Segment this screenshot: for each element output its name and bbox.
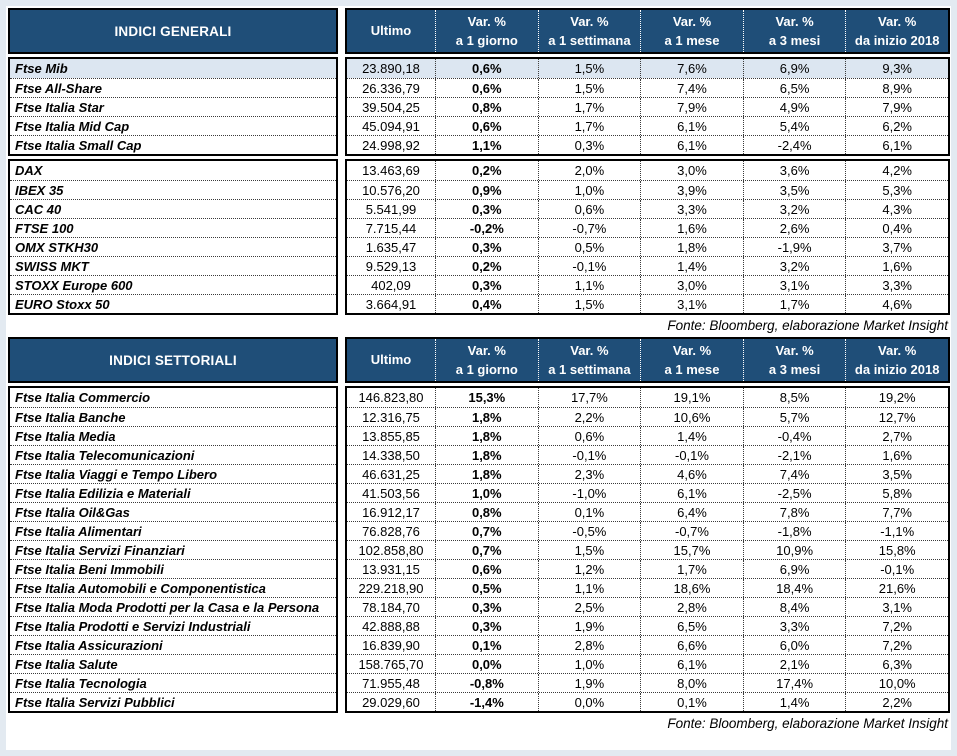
cell-value: 1,4% xyxy=(640,427,743,445)
cell-value: 24.998,92 xyxy=(362,137,420,153)
cell-value: 1,6% xyxy=(845,257,948,275)
cell-value: 5,3% xyxy=(845,181,948,199)
row-name: DAX xyxy=(15,163,43,178)
row-name: Ftse Mib xyxy=(10,59,336,78)
cell-value: 1,4% xyxy=(640,257,743,275)
cell-value: -2,1% xyxy=(743,446,846,464)
row-names-box xyxy=(8,159,338,315)
cell-value: 4,6% xyxy=(845,295,948,313)
column-header-row xyxy=(345,8,950,54)
cell-value: 0,6% xyxy=(435,79,538,97)
cell-value: 42.888,88 xyxy=(362,618,420,634)
cell-value: -0,5% xyxy=(538,522,641,540)
cell-value: -0,7% xyxy=(538,219,641,237)
column-header-sub: a 1 settimana xyxy=(548,33,631,48)
table-row xyxy=(347,116,948,135)
cell-value: 158.765,70 xyxy=(358,656,424,672)
row-name: Ftse Italia Media xyxy=(10,426,336,445)
cell-value: 17,4% xyxy=(743,674,846,692)
cell-value: 39.504,25 xyxy=(362,99,420,115)
table-row xyxy=(347,78,948,97)
cell-value: 3,5% xyxy=(743,181,846,199)
row-name: Ftse Italia Edilizia e Materiali xyxy=(10,483,336,502)
cell-value: 1,5% xyxy=(538,541,641,559)
row-name: Ftse Italia Servizi Pubblici xyxy=(10,692,336,711)
cell-value: 6,6% xyxy=(640,636,743,654)
column-header-label: Var. % xyxy=(775,13,814,29)
cell-value: 15,7% xyxy=(640,541,743,559)
table-row xyxy=(347,540,948,559)
cell-value: 102.858,80 xyxy=(358,542,424,558)
cell-value: 1,6% xyxy=(845,446,948,464)
cell-value: 6,0% xyxy=(743,636,846,654)
column-header xyxy=(640,339,743,381)
column-header-label: Var. % xyxy=(878,342,917,358)
cell-value: 1,2% xyxy=(538,560,641,578)
indici-settoriali-table xyxy=(8,337,951,713)
table-row xyxy=(347,654,948,673)
table-row xyxy=(347,218,948,237)
cell-value: -1,8% xyxy=(743,522,846,540)
cell-value: 0,6% xyxy=(538,427,641,445)
column-header xyxy=(538,339,641,381)
row-name: Ftse Italia Assicurazioni xyxy=(10,635,336,654)
cell-value: 1,7% xyxy=(538,117,641,135)
table-row xyxy=(347,256,948,275)
cell-value: 10.576,20 xyxy=(362,182,420,198)
column-header-sub: a 1 settimana xyxy=(548,362,631,377)
cell-value: 0,1% xyxy=(640,693,743,711)
cell-value: 1,8% xyxy=(435,446,538,464)
cell-value: 7,6% xyxy=(640,59,743,78)
cell-value: 23.890,18 xyxy=(362,61,420,76)
table-row xyxy=(347,426,948,445)
cell-value: -1,0% xyxy=(538,484,641,502)
cell-value: 7,9% xyxy=(845,98,948,116)
cell-value: -1,4% xyxy=(435,693,538,711)
table-title: INDICI SETTORIALI xyxy=(8,337,338,383)
cell-value: 0,2% xyxy=(435,257,538,275)
cell-value: 7,9% xyxy=(640,98,743,116)
cell-value: 2,7% xyxy=(845,427,948,445)
row-values-box xyxy=(345,159,950,315)
cell-value: 13.855,85 xyxy=(362,428,420,444)
cell-value: 3,2% xyxy=(743,200,846,218)
cell-value: 3,7% xyxy=(845,238,948,256)
cell-value: 9.529,13 xyxy=(365,258,417,274)
column-header xyxy=(640,10,743,52)
cell-value: -0,1% xyxy=(538,257,641,275)
table-row xyxy=(347,635,948,654)
cell-value: 4,3% xyxy=(845,200,948,218)
row-name: Ftse Italia Beni Immobili xyxy=(10,559,336,578)
cell-value: 1,9% xyxy=(538,674,641,692)
cell-value: 4,2% xyxy=(845,161,948,180)
cell-value: 13.931,15 xyxy=(362,561,420,577)
cell-value: 0,5% xyxy=(538,238,641,256)
cell-value: 3,3% xyxy=(743,617,846,635)
cell-value: -2,5% xyxy=(743,484,846,502)
cell-value: 2,8% xyxy=(538,636,641,654)
column-header-sub: da inizio 2018 xyxy=(854,362,940,377)
table-row xyxy=(347,199,948,218)
table-row xyxy=(347,692,948,711)
cell-value: 18,6% xyxy=(640,579,743,597)
cell-value: 3,0% xyxy=(640,276,743,294)
cell-value: 71.955,48 xyxy=(362,675,420,691)
cell-value: 3,1% xyxy=(845,598,948,616)
table-row xyxy=(347,407,948,426)
cell-value: -0,1% xyxy=(640,446,743,464)
cell-value: 3,6% xyxy=(743,161,846,180)
cell-value: 0,0% xyxy=(435,655,538,673)
cell-value: 10,0% xyxy=(845,674,948,692)
row-name: EURO Stoxx 50 xyxy=(10,294,336,313)
cell-value: 0,3% xyxy=(435,617,538,635)
cell-value: 2,0% xyxy=(538,161,641,180)
table-row xyxy=(347,578,948,597)
row-name: Ftse Italia Banche xyxy=(10,407,336,426)
table-row xyxy=(347,597,948,616)
cell-value: 6,5% xyxy=(743,79,846,97)
column-header xyxy=(743,10,846,52)
cell-value: 6,2% xyxy=(845,117,948,135)
row-name: Ftse Italia Viaggi e Tempo Libero xyxy=(10,464,336,483)
cell-value: 2,2% xyxy=(845,693,948,711)
indici-generali-table xyxy=(8,8,951,315)
table-row xyxy=(347,502,948,521)
cell-value: 5,7% xyxy=(743,408,846,426)
column-header-label: Ultimo xyxy=(370,352,412,368)
column-header-row xyxy=(345,337,950,383)
cell-value: 6,1% xyxy=(640,136,743,154)
cell-value: 3.664,91 xyxy=(365,296,417,312)
cell-value: 10,9% xyxy=(743,541,846,559)
cell-value: 146.823,80 xyxy=(358,390,424,405)
cell-value: 1,7% xyxy=(640,560,743,578)
cell-value: 1,8% xyxy=(435,427,538,445)
cell-value: 6,9% xyxy=(743,560,846,578)
cell-value: 1,0% xyxy=(435,484,538,502)
cell-value: 1,6% xyxy=(640,219,743,237)
cell-value: 3,1% xyxy=(640,295,743,313)
table-row xyxy=(347,97,948,116)
row-name: IBEX 35 xyxy=(10,180,336,199)
cell-value: 29.029,60 xyxy=(362,694,420,710)
cell-value: -0,2% xyxy=(435,219,538,237)
cell-value: 1,8% xyxy=(640,238,743,256)
cell-value: 7,8% xyxy=(743,503,846,521)
cell-value: 18,4% xyxy=(743,579,846,597)
cell-value: 2,5% xyxy=(538,598,641,616)
column-header xyxy=(538,10,641,52)
column-header-label: Var. % xyxy=(570,342,609,358)
cell-value: 0,1% xyxy=(538,503,641,521)
row-name: CAC 40 xyxy=(10,199,336,218)
cell-value: 15,8% xyxy=(845,541,948,559)
row-name: Ftse Italia Alimentari xyxy=(10,521,336,540)
cell-value: 1,4% xyxy=(743,693,846,711)
cell-value: 1,5% xyxy=(538,295,641,313)
cell-value: 1,1% xyxy=(435,136,538,154)
table-header-band xyxy=(8,8,951,54)
cell-value: 7,2% xyxy=(845,636,948,654)
cell-value: 6,1% xyxy=(640,655,743,673)
cell-value: 9,3% xyxy=(845,59,948,78)
cell-value: 0,3% xyxy=(435,200,538,218)
cell-value: 2,2% xyxy=(538,408,641,426)
column-header xyxy=(435,10,538,52)
table-section-band xyxy=(8,57,951,156)
cell-value: 6,1% xyxy=(640,117,743,135)
cell-value: 1,7% xyxy=(743,295,846,313)
cell-value: 0,4% xyxy=(845,219,948,237)
cell-value: 8,9% xyxy=(845,79,948,97)
cell-value: 6,3% xyxy=(845,655,948,673)
cell-value: 0,1% xyxy=(435,636,538,654)
cell-value: 1,7% xyxy=(538,98,641,116)
table-row xyxy=(347,161,948,180)
row-name: Ftse Italia Telecomunicazioni xyxy=(10,445,336,464)
cell-value: 78.184,70 xyxy=(362,599,420,615)
cell-value: 16.912,17 xyxy=(362,504,420,520)
cell-value: 41.503,56 xyxy=(362,485,420,501)
cell-value: 0,3% xyxy=(435,276,538,294)
cell-value: 6,9% xyxy=(743,59,846,78)
cell-value: 3,5% xyxy=(845,465,948,483)
table-header-band xyxy=(8,337,951,383)
column-header-sub: a 3 mesi xyxy=(768,33,821,48)
cell-value: 6,4% xyxy=(640,503,743,521)
cell-value: 8,0% xyxy=(640,674,743,692)
cell-value: 1,1% xyxy=(538,276,641,294)
row-name: STOXX Europe 600 xyxy=(10,275,336,294)
cell-value: 8,4% xyxy=(743,598,846,616)
cell-value: 5,8% xyxy=(845,484,948,502)
cell-value: -0,1% xyxy=(538,446,641,464)
cell-value: 7,2% xyxy=(845,617,948,635)
table-row xyxy=(347,59,948,78)
cell-value: 26.336,79 xyxy=(362,80,420,96)
row-name: SWISS MKT xyxy=(10,256,336,275)
cell-value: 229.218,90 xyxy=(358,580,424,596)
row-name: Ftse Italia Oil&Gas xyxy=(10,502,336,521)
row-name: Ftse Italia Tecnologia xyxy=(10,673,336,692)
cell-value: -1,1% xyxy=(845,522,948,540)
table-section-band xyxy=(8,386,951,713)
cell-value: 1,8% xyxy=(435,408,538,426)
source-note: Fonte: Bloomberg, elaborazione Market Insight xyxy=(667,318,948,333)
cell-value: 1,8% xyxy=(435,465,538,483)
row-name: Ftse Italia Salute xyxy=(10,654,336,673)
column-header-sub: a 1 mese xyxy=(664,33,720,48)
column-header xyxy=(743,339,846,381)
row-name: FTSE 100 xyxy=(10,218,336,237)
cell-value: 7.715,44 xyxy=(365,220,417,236)
cell-value: 0,9% xyxy=(435,181,538,199)
cell-value: 0,3% xyxy=(435,238,538,256)
table-row xyxy=(347,559,948,578)
cell-value: 0,7% xyxy=(435,541,538,559)
table-row xyxy=(347,275,948,294)
cell-value: 14.338,50 xyxy=(362,447,420,463)
cell-value: 0,6% xyxy=(538,200,641,218)
cell-value: 2,6% xyxy=(743,219,846,237)
cell-value: 0,4% xyxy=(435,295,538,313)
cell-value: 1,5% xyxy=(538,59,641,78)
table-row xyxy=(347,135,948,154)
row-names-box xyxy=(8,386,338,713)
row-name: Ftse All-Share xyxy=(10,78,336,97)
cell-value: 1,1% xyxy=(538,579,641,597)
row-name: Ftse Italia Small Cap xyxy=(10,135,336,154)
cell-value: 0,8% xyxy=(435,98,538,116)
column-header-label: Var. % xyxy=(467,13,506,29)
row-name: Ftse Italia Mid Cap xyxy=(10,116,336,135)
cell-value: -1,9% xyxy=(743,238,846,256)
cell-value: 10,6% xyxy=(640,408,743,426)
cell-value: 6,1% xyxy=(845,136,948,154)
cell-value: 1,0% xyxy=(538,655,641,673)
cell-value: 13.463,69 xyxy=(362,163,420,178)
cell-value: 0,3% xyxy=(435,598,538,616)
cell-value: 0,5% xyxy=(435,579,538,597)
cell-value: 15,3% xyxy=(435,388,538,407)
cell-value: 16.839,90 xyxy=(362,637,420,653)
table-row xyxy=(347,464,948,483)
table-row xyxy=(347,483,948,502)
column-header-label: Ultimo xyxy=(370,23,412,39)
sheet xyxy=(6,6,951,731)
cell-value: 1,9% xyxy=(538,617,641,635)
cell-value: 45.094,91 xyxy=(362,118,420,134)
cell-value: 3,3% xyxy=(845,276,948,294)
cell-value: 0,2% xyxy=(435,161,538,180)
cell-value: 2,1% xyxy=(743,655,846,673)
cell-value: 0,6% xyxy=(435,560,538,578)
table-row xyxy=(347,445,948,464)
column-header-label: Var. % xyxy=(775,342,814,358)
cell-value: 4,9% xyxy=(743,98,846,116)
column-header xyxy=(845,10,948,52)
cell-value: 0,8% xyxy=(435,503,538,521)
cell-value: 3,2% xyxy=(743,257,846,275)
cell-value: 7,4% xyxy=(640,79,743,97)
cell-value: 6,5% xyxy=(640,617,743,635)
cell-value: 21,6% xyxy=(845,579,948,597)
cell-value: 3,0% xyxy=(640,161,743,180)
table-row xyxy=(347,616,948,635)
cell-value: 76.828,76 xyxy=(362,523,420,539)
cell-value: 2,8% xyxy=(640,598,743,616)
cell-value: 3,1% xyxy=(743,276,846,294)
cell-value: 12,7% xyxy=(845,408,948,426)
cell-value: 7,4% xyxy=(743,465,846,483)
column-header-label: Var. % xyxy=(672,13,712,29)
cell-value: 1,0% xyxy=(538,181,641,199)
table-row xyxy=(347,521,948,540)
cell-value: 3,3% xyxy=(640,200,743,218)
row-name: Ftse Italia Moda Prodotti per la Casa e la Persona xyxy=(10,597,336,616)
cell-value: 6,1% xyxy=(640,484,743,502)
cell-value: 4,6% xyxy=(640,465,743,483)
column-header-label: Var. % xyxy=(570,13,609,29)
cell-value: 5.541,99 xyxy=(365,201,417,217)
cell-value: 19,1% xyxy=(640,388,743,407)
cell-value: 7,7% xyxy=(845,503,948,521)
column-header xyxy=(845,339,948,381)
cell-value: 1,5% xyxy=(538,79,641,97)
cell-value: 0,6% xyxy=(435,117,538,135)
table-section-band xyxy=(8,159,951,315)
row-name: Ftse Italia Star xyxy=(10,97,336,116)
cell-value: 402,09 xyxy=(371,277,411,293)
cell-value: 0,7% xyxy=(435,522,538,540)
column-header-sub: da inizio 2018 xyxy=(854,33,940,48)
cell-value: 17,7% xyxy=(538,388,641,407)
row-name: Ftse Italia Commercio xyxy=(15,390,151,405)
column-header-sub: a 1 giorno xyxy=(455,362,518,377)
cell-value: -0,8% xyxy=(435,674,538,692)
cell-value: 0,6% xyxy=(435,59,538,78)
table-row xyxy=(347,237,948,256)
row-name: OMX STKH30 xyxy=(10,237,336,256)
cell-value: 0,3% xyxy=(538,136,641,154)
row-names-box xyxy=(8,57,338,156)
row-name: Ftse Italia Automobili e Componentistica xyxy=(10,578,336,597)
cell-value: 12.316,75 xyxy=(362,409,420,425)
table-row xyxy=(347,294,948,313)
column-header xyxy=(347,10,435,52)
cell-value: -0,7% xyxy=(640,522,743,540)
cell-value: -2,4% xyxy=(743,136,846,154)
row-name: Ftse Italia Prodotti e Servizi Industriali xyxy=(10,616,336,635)
column-header-label: Var. % xyxy=(672,342,712,358)
table-row xyxy=(347,180,948,199)
cell-value: 3,9% xyxy=(640,181,743,199)
cell-value: 2,3% xyxy=(538,465,641,483)
cell-value: -0,4% xyxy=(743,427,846,445)
column-header-sub: a 1 giorno xyxy=(455,33,518,48)
cell-value: 19,2% xyxy=(845,388,948,407)
cell-value: 0,0% xyxy=(538,693,641,711)
row-values-box xyxy=(345,57,950,156)
source-note: Fonte: Bloomberg, elaborazione Market Insight xyxy=(667,716,948,731)
table-row xyxy=(347,388,948,407)
cell-value: 46.631,25 xyxy=(362,466,420,482)
column-header-sub: a 3 mesi xyxy=(768,362,821,377)
column-header-label: Var. % xyxy=(878,13,917,29)
column-header-label: Var. % xyxy=(467,342,506,358)
cell-value: 1.635,47 xyxy=(365,239,417,255)
cell-value: -0,1% xyxy=(845,560,948,578)
column-header-sub: a 1 mese xyxy=(664,362,720,377)
column-header xyxy=(435,339,538,381)
column-header xyxy=(347,339,435,381)
table-title: INDICI GENERALI xyxy=(8,8,338,54)
row-values-box xyxy=(345,386,950,713)
row-name: Ftse Italia Servizi Finanziari xyxy=(10,540,336,559)
table-row xyxy=(347,673,948,692)
cell-value: 8,5% xyxy=(743,388,846,407)
cell-value: 5,4% xyxy=(743,117,846,135)
